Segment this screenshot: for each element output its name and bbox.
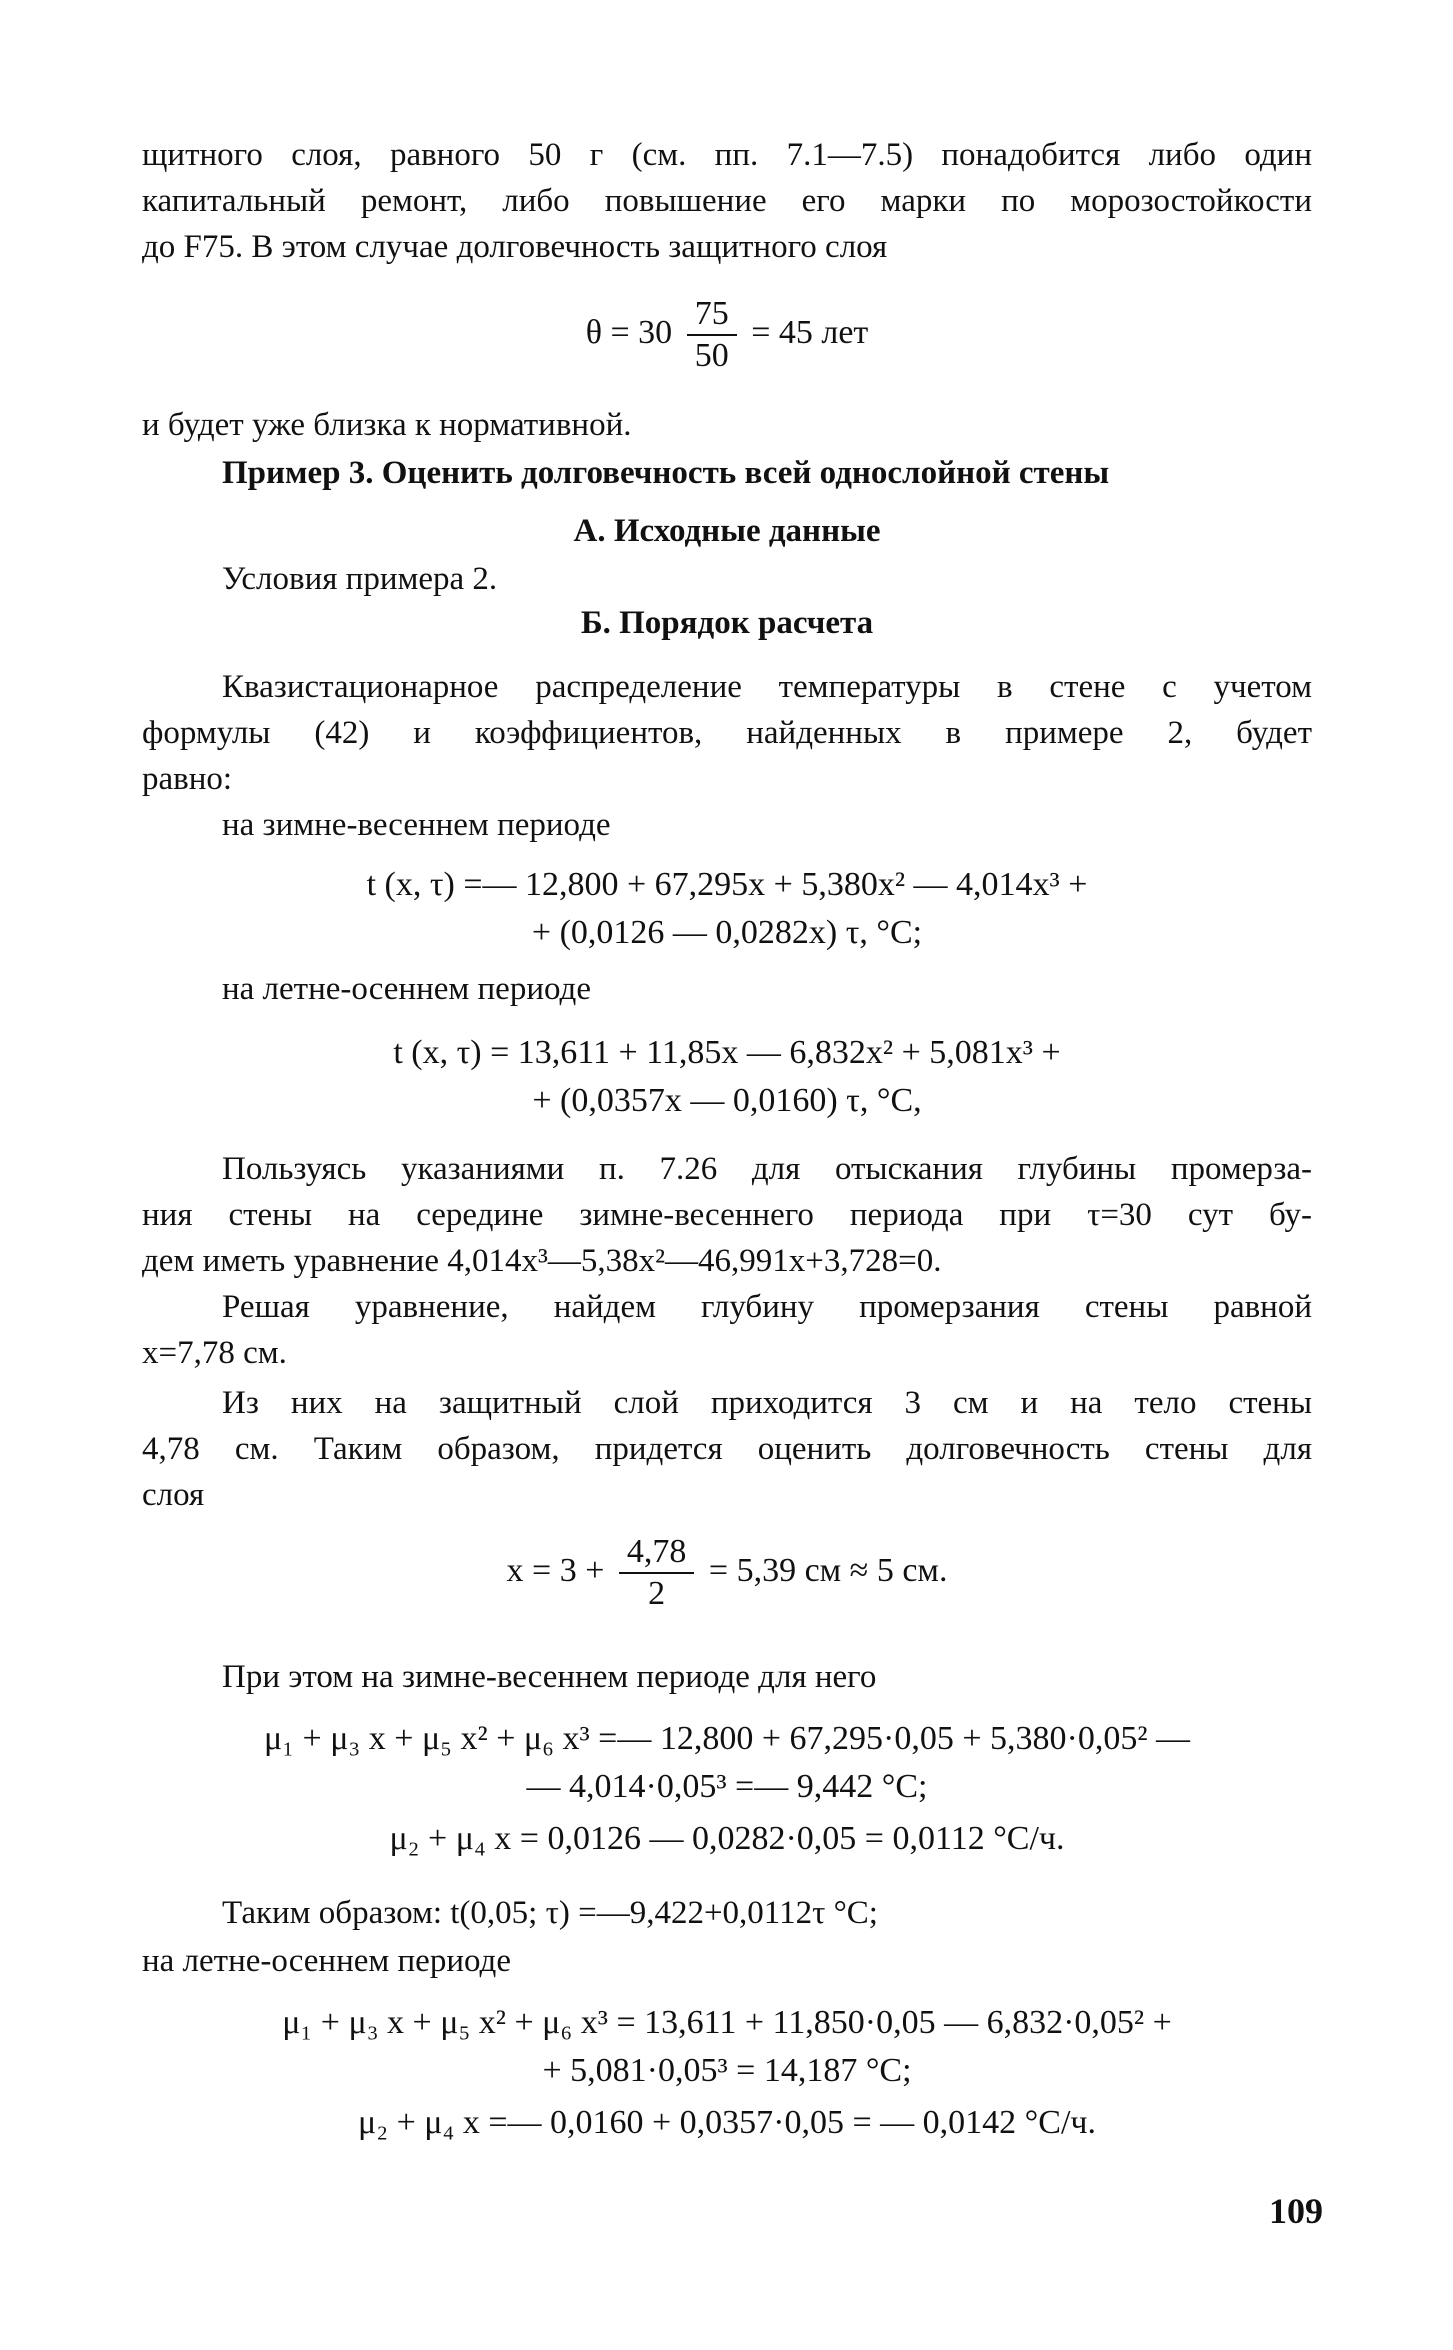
equation-line: μ₁ + μ₃ x + μ₅ x² + μ₆ x³ = 13,611 + 11,850·0,05 — 6,832·0,05² + — [282, 2004, 1172, 2041]
equation-rhs: = 45 лет — [751, 313, 869, 351]
fraction — [687, 294, 737, 376]
paragraph-line: дем иметь уравнение 4,014x³—5,38x²—46,991x+3,728=0. — [142, 1243, 942, 1279]
paragraph-line: x=7,78 см. — [142, 1335, 287, 1371]
page-number: 109 — [1269, 2191, 1323, 2231]
equation-rhs: = 5,39 см ≈ 5 см. — [708, 1551, 948, 1589]
paragraph-line: равно: — [142, 761, 233, 797]
equation-line: μ₁ + μ₃ x + μ₅ x² + μ₆ x³ =— 12,800 + 67,295·0,05 + 5,380·0,05² — — [263, 1720, 1191, 1757]
equation-line: μ₂ + μ₄ x =— 0,0160 + 0,0357·0,05 = — 0,0142 °C/ч. — [357, 2104, 1096, 2141]
section-heading-b: Б. Порядок расчета — [580, 605, 874, 641]
paragraph-line: слоя — [142, 1477, 205, 1513]
fraction-numerator: 75 — [687, 294, 737, 336]
paragraph-line: Из них на защитный слой приходится 3 см и на тело стены — [222, 1385, 1312, 1421]
equation-line: μ₂ + μ₄ x = 0,0126 — 0,0282·0,05 = 0,0112 °C/ч. — [389, 1820, 1065, 1857]
paragraph-line: на летне-осеннем периоде — [222, 971, 591, 1007]
equation-lhs: θ = 30 — [585, 313, 673, 351]
paragraph-line: до F75. В этом случае долговечность защитного слоя — [142, 229, 888, 265]
paragraph-line: 4,78 см. Таким образом, придется оценить долговечность стены для — [142, 1431, 1312, 1467]
paragraph-line: При этом на зимне-весеннем периоде для него — [222, 1659, 877, 1695]
paragraph-line: Решая уравнение, найдем глубину промерзания стены равной — [222, 1289, 1312, 1325]
paragraph-line: Квазистационарное распределение температуры в стене с учетом — [222, 669, 1312, 705]
paragraph-line: на летне-осеннем периоде — [142, 1943, 511, 1979]
paragraph-line: капитальный ремонт, либо повышение его марки по морозостойкости — [142, 183, 1312, 219]
paragraph-line: формулы (42) и коэффициентов, найденных в примере 2, будет — [142, 715, 1312, 751]
equation-line: — 4,014·0,05³ =— 9,442 °C; — [526, 1768, 928, 1805]
equation-line: + (0,0357x — 0,0160) τ, °C, — [532, 1082, 922, 1119]
section-heading-a: А. Исходные данные — [573, 513, 881, 549]
paragraph-line: Пользуясь указаниями п. 7.26 для отыскания глубины промерза- — [222, 1151, 1312, 1187]
example-heading: Пример 3. Оценить долговечность всей однослойной стены — [222, 455, 1110, 491]
paragraph-line: ния стены на середине зимне-весеннего периода при τ=30 сут бу- — [142, 1197, 1312, 1233]
paragraph-line: Таким образом: t(0,05; τ) =—9,422+0,0112τ °C; — [222, 1895, 878, 1931]
paragraph-line: и будет уже близка к нормативной. — [142, 407, 632, 443]
paragraph-line: щитного слоя, равного 50 г (см. пп. 7.1—7.5) понадобится либо один — [142, 137, 1312, 173]
fraction — [619, 1532, 695, 1614]
equation-theta — [142, 294, 1312, 376]
equation-x — [142, 1532, 1312, 1614]
equation-line: + (0,0126 — 0,0282x) τ, °C; — [531, 914, 923, 951]
fraction-denominator: 2 — [648, 1575, 666, 1612]
fraction-numerator: 4,78 — [619, 1532, 695, 1574]
equation-line: t (x, τ) =— 12,800 + 67,295x + 5,380x² — 4,014x³ + — [366, 866, 1088, 903]
paragraph-line: Условия примера 2. — [222, 561, 498, 597]
paragraph-line: на зимне-весеннем периоде — [222, 807, 611, 843]
fraction-denominator: 50 — [694, 337, 729, 374]
equation-lhs: x = 3 + — [506, 1551, 605, 1589]
equation-line: t (x, τ) = 13,611 + 11,85x — 6,832x² + 5,081x³ + — [393, 1034, 1061, 1071]
equation-line: + 5,081·0,05³ = 14,187 °C; — [542, 2052, 912, 2089]
